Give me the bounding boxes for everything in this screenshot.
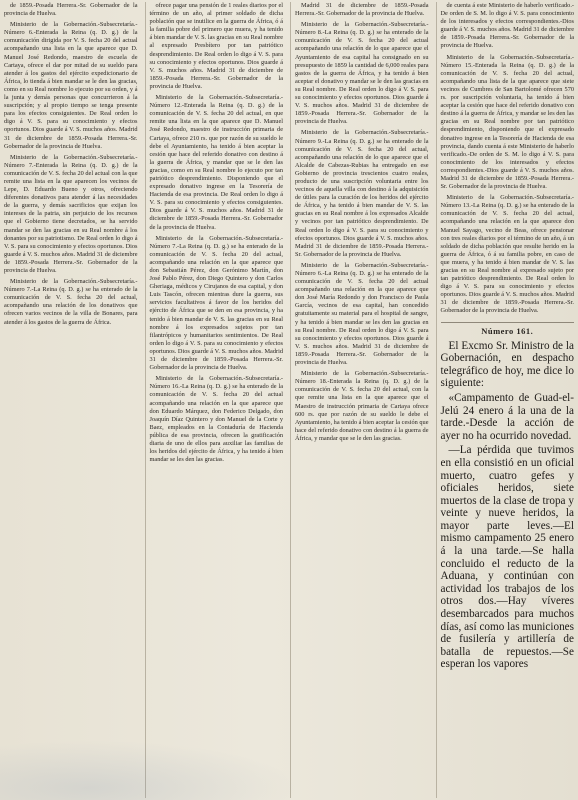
telegram-paragraph: «Campamento de Guad-el-Jelú 24 enero á la una de la tarde.-Desde la acción de ayer no ha ocurrido novedad.	[440, 391, 574, 442]
telegram-paragraph: —La pérdida que tuvimos en ella consistió en un oficial muerto, cuatro gefes y oficiales heridos, siete muertos de la clase de tropa y veinte y nueve heridos, la mayor parte leves.—El mismo campamento 25 enero á la una tarde.—Se halla concluido el reducto de la Aduana, y continúan con actividad los trabajos de los otros dos.—Hay víveres desembarcados para muchos días, así como las municiones de fusilería y artillería de batalla de repuestos.—Se esperan los vapores	[440, 444, 574, 671]
article: Ministerio de la Gobernación.-Subsecretaría.-Número 9.-La Reina (q. D. g.) se ha enterado de la comunicación de V. S. fecha 20 del actual, acompañando una relación de lo que aparece que el Alcalde de Cabezas-Rubias ha entregado en ese Gobierno de provincia trescientos cuatro reales, producto de una suscripción voluntaria entre los vecinos de aquella villa con destino á la adquisición de útiles para la curación de los heridos del ejército de África, y ha tenido á bien mandar de V. S. las gracias en su Real nombre á los expresados Alcalde y vecinos por tan patriótico desprendimiento. De Real orden lo digo á V. S. para su conocimiento y efectos oportunos. Dios guarde á V. S. muchos años. Madrid 31 de diciembre de 1859.-Posada Herrera.-Sr. Gobernador de la provincia de Huelva.	[295, 129, 429, 258]
column-4	[436, 2, 575, 798]
article: Madrid 31 de diciembre de 1859.-Posada Herrera.-Sr. Gobernador de la provincia de Huelva.	[295, 2, 429, 18]
article: Ministerio de la Gobernación.-Subsecretaría.-Número 6.-Enterada la Reina (q. D. g.) de la comunicación dirigida por V. S. fecha 20 del actual acompañando una lista en la que aparece que D. Manuel José Redondo, maestro de escuela de Cartaya, ofrece el dar por mitad de su sueldo para atender á los gastos del ejército expedicionario de África, lo tienda á bien mandar se le den las gracias, como en su Real nombre lo ejecuto por su orden, y á la junta y demás personas que concurrieron á la suscripción; y al propio tiempo se tenga presente para los efectos consiguientes. De Real orden lo digo á V. S. para su conocimiento y efectos oportunos. Dios guarde á V. S. muchos años. Madrid 31 de diciembre de 1859.-Posada Herrera.-Sr. Gobernador de la provincia de Huelva.	[4, 21, 138, 150]
column-1	[4, 2, 138, 798]
article: Ministerio de la Gobernación.-Subsecretaría.-Número 18.-Enterada la Reina (q. D. g.) de la comunicación de V. S. fecha 20 del actual, con la que remite una lista en la que aparece que el Maestro de instrucción primaria de Cartaya ofrece 600 rs. que por razón de su sueldo le debe el Ayuntamiento, ha tenido á bien aceptar la cesión que hace del referido donativo con destino á la guerra de África, y mandar que se le den las gracias.	[295, 370, 429, 442]
article: Ministerio de la Gobernación.-Subsecretaría.-Número 7.-La Reina (q. D. g.) se ha enterado de la comunicación de V. S. fecha 20 del actual, acompañando una relación de los donativos que ofrecen varios vecinos de la villa de Bonares, para atender á los gastos de la guerra de África.	[4, 278, 138, 326]
column-3	[290, 2, 429, 798]
article: de cuenta á este Ministerio de haberlo verificado.-De orden de S. M. lo digo á V. S. para conocimiento de los interesados y efectos correspondientes.-Dios guarde á V. S. muchos años. Madrid 31 de diciembre de 1859.-Posada Herrera.-Sr. Gobernador de la provincia de Huelva.	[440, 2, 574, 50]
article: Ministerio de la Gobernación.-Subsecretaría.-Número 15.-Enterada la Reina (q. D. g.) de la comunicación de V. S. fecha 20 del actual, acompañando una lista de la que aparece que siete vecinos de Cumbres de San Bartolomé ofrecen 570 rs. por suscripción voluntaria, ha tenido á bien aceptar la cesión que hace del referido donativo con destino á la guerra de África, y mandar se les den las gracias en su Real nombre por tan patriótico desprendimiento, disponiendo que el expresado donativo ingrese en la Tesorería de Hacienda de esa provincia, dando cuenta á este Ministerio de haberlo verificado.-De orden de S. M. lo digo á V. S. para conocimiento de los interesados y efectos correspondientes.-Dios guarde á V. S. muchos años. Madrid 31 de diciembre de 1859.-Posada Herrera.-Sr. Gobernador de la provincia de Huelva.	[440, 53, 574, 191]
columns	[4, 2, 574, 798]
section-title: Número 161.	[441, 322, 575, 336]
article: Ministerio de la Gobernación.-Subsecretaría.-Número 13.-La Reina (q. D. g.) se ha enterado de la comunicación de V. S. fecha 20 del actual, acompañando una relación en la que aparece don Manuel Sayago, vecino de Beas, ofrece pensionar con tres reales diarios por el término de un año, á un soldado de dicha población que resulte herido en la guerra de África, ó á su familia pobre, en caso de que muera, y ha tenido á bien mandar de V. S. las gracias en su Real nombre al expresado sujeto por tan patriótico desprendimiento. De Real orden lo digo á V. S. para su conocimiento y efectos oportunos. Dios guarde á V. S. muchos años. Madrid 31 de diciembre de 1859.-Posada Herrera.-Sr. Gobernador de la provincia de Huelva.	[440, 194, 574, 315]
article: Ministerio de la Gobernación.-Subsecretaría.-Número 6.-La Reina (q. D. g.) se ha enterado de la comunicación de V. S. fecha 20 del actual acompañando una relación en la que aparece que don José María Redondo y don Francisco de Paula García, vecinos de esa capital, han concedido gratuitamente su material para el hospital de sangre, y ha tenido á bien mandar se les den las gracias en su Real nombre. De Real orden lo digo á V. S. para su conocimiento y efectos oportunos. Dios guarde á V. S. muchos años. Madrid 31 de diciembre de 1859.-Posada Herrera.-Sr. Gobernador de la provincia de Huelva.	[295, 261, 429, 367]
article: ofrece pagar una pensión de 1 reales diarios por el término de un año, al primer soldado de dicha población que se inutilice en la guerra de África, ó á la familia pobre del primero que muera, y ha tenido á bien mandar de V. S. las gracias en su Real nombre al expresado Presbítero por tan patriótico desprendimiento. De Real orden lo digo á V. S. para su conocimiento y efectos oportunos. Dios guarde á V. S. muchos años. Madrid 31 de diciembre de 1859.-Posada Herrera.-Sr. Gobernador de la provincia de Huelva.	[149, 2, 283, 90]
article: Ministerio de la Gobernación.-Subsecretaría.-Número 8.-La Reina (q. D. g.) se ha enterado de la comunicación de V. S. fecha 20 del actual acompañando una relación de lo que aparece que el Ayuntamiento de esa capital ha consignado en su presupuesto de 1859 la cantidad de 6,000 reales para gastos de la guerra de África, y ha tenido á bien aceptar el donativo y mandar se le den las gracias en su Real nombre. De Real orden lo digo á V. S. para su conocimiento y efectos oportunos. Dios guarde á V. S. muchos años. Madrid 31 de diciembre de 1859.-Posada Herrera.-Sr. Gobernador de la provincia de Huelva.	[295, 21, 429, 126]
article: de 1859.-Posada Herrera.-Sr. Gobernador de la provincia de Huelva.	[4, 2, 138, 18]
telegram-paragraph: El Excmo Sr. Ministro de la Gobernación, en despacho telegráfico de hoy, me dice lo siguiente:	[440, 339, 574, 390]
article: Ministerio de la Gobernación.-Subsecretaría.-Número 12.-Enterada la Reina (q. D. g.) de la comunicación de V. S. fecha 20 del actual, en que remite una lista en la que aparece que D. Manuel José Redondo, maestro de instrucción primaria de Cartaya, ofrece 210 rs. que por razón de su sueldo le debe el Ayuntamiento, ha tenido á bien aceptar la cesión que hace del referido donativo con destino á la guerra de África, y mandar que se le den las gracias, como en su Real nombre lo ejecuto por tan patriótico desprendimiento. Disponiendo que el expresado donativo ingrese en la Tesorería de Hacienda de esa provincia. De Real orden lo digo á V. S. para su conocimiento y efectos consiguientes. Dios guarde á V. S. muchos años. Madrid 31 de diciembre de 1859.-Posada Herrera.-Sr. Gobernador de la provincia de Huelva.	[149, 94, 283, 231]
article: Ministerio de la Gobernación.-Subsecretaría.-Número 7.-Enterada la Reina (q. D. g.) de la comunicación de V. S. fecha 20 del actual con la que remite una lista en la que aparecen los vecinos de Lepe, D. Eduardo Bueno y otros, ofreciendo diferentes donativos para atender á las necesidades de la guerra, y demás sacrificios que exijan los intereses de la patria, sin perjuicio de los recursos que el Gobierno tiene decretados, se ha servido mandar se den las gracias en su Real nombre á los donantes por su patriotismo. De Real orden lo digo á V. S. para su conocimiento y efectos oportunos. Dios guarde á V. S. muchos años. Madrid 31 de diciembre de 1859.-Posada Herrera.-Sr. Gobernador de la provincia de Huelva.	[4, 153, 138, 274]
article: Ministerio de la Gobernación.-Subsecretaría.-Número 7.-La Reina (q. D. g.) se ha enterado de la comunicación de V. S. fecha 20 del actual, acompañando una relación en la que aparece que don Sebastián Pérez, don Gerónimo Martín, don José Pablo Pérez, don Diego Quintero y don Carlos Gheriaga, médicos y Cirujanos de esa capital, y don Luis Tascón, ofrecen mientras dure la guerra, sus servicios facultativos á favor de los heridos del ejército de África que se den en esa provincia, y ha tenido á bien mandar de V. S. las gracias en su Real nombre á los expresados sujetos por tan filantrópicos y humanitarios sentimientos. De Real orden lo digo á V. S. para su conocimiento y efectos oportunos. Dios guarde á V. S. muchos años. Madrid 31 de diciembre de 1859.-Posada Herrera.-Sr. Gobernador de la provincia de Huelva.	[149, 234, 283, 372]
column-2	[145, 2, 284, 798]
article: Ministerio de la Gobernación.-Subsecretaría.-Número 16.-La Reina (q. D. g.) se ha enterado de la comunicación de V. S. fecha 20 del actual acompañando una relación en la que aparece que don Eduardo Márquez, don Federico Delgado, don Joaquín Díaz Quintero y don Manuel de la Corte y Baez, empleados en la Contaduría de Hacienda pública de esa provincia, ofrecen la gratificación diaria de uno de ellos para auxiliar las familias de los heridos del ejército de África, y ha tenido á bien mandar se les den las gracias.	[149, 375, 283, 464]
